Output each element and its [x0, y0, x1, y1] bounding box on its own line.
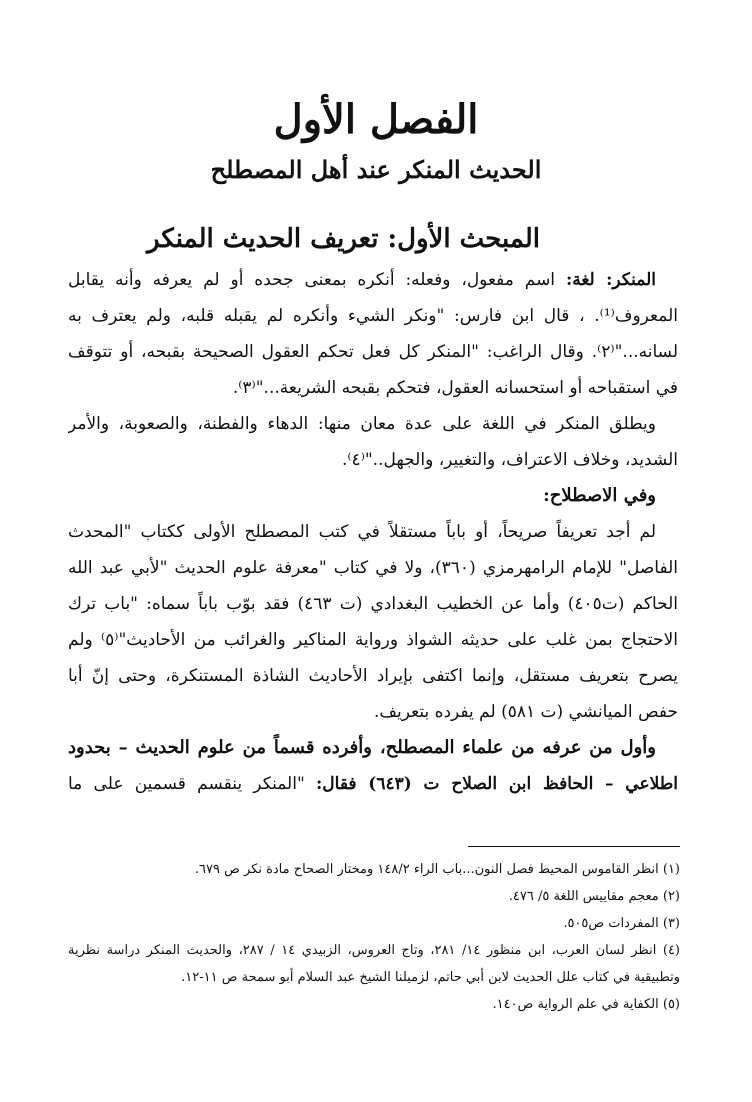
- paragraph-3-line-4: الاحتجاج بمن غلب على حديثه الشواذ ورواية المناكير والغرائب من الأحاديث"⁽٥⁾ ولم: [68, 630, 678, 650]
- paragraph-1-line-4: في استقباحه أو استحسانه العقول، فتحكم بقبحه الشريعة..."⁽٣⁾.: [232, 378, 678, 398]
- main-text: [68, 262, 678, 802]
- paragraph-4-line-2-rest: "المنكر ينقسم قسمين على ما: [68, 774, 305, 794]
- footnote-1: (١) انظر القاموس المحيط فصل النون...باب الراء ١٤٨/٢ ومختار الصحاح مادة نكر ص ٦٧٩.: [194, 862, 680, 877]
- footnote-3: (٣) المفردات ص٥٠٥.: [563, 916, 680, 931]
- paragraph-4-line-1: وأول من عرفه من علماء المصطلح، وأفرده قسماً من علوم الحديث – بحدود: [68, 737, 656, 758]
- paragraph-4-line-2: [68, 766, 678, 802]
- footnote-2: (٢) معجم مقاييس اللغة ٥/ ٤٧٦.: [508, 889, 680, 904]
- istilah-heading: وفي الاصطلاح:: [543, 485, 656, 506]
- paragraph-3-line-6: حفص الميانشي (ت ٥٨١) لم يفرده بتعريف.: [374, 702, 678, 722]
- paragraph-4-line-2-bold: اطلاعي – الحافظ ابن الصلاح ت (٦٤٣) فقال:: [316, 774, 678, 794]
- paragraph-2-line-2: الشديد، وخلاف الاعتراف، والتغيير، والجهل.."⁽٤⁾.: [341, 450, 678, 470]
- paragraph-3-line-2: الفاصل" للإمام الرامهرمزي (٣٦٠)، ولا في كتاب "معرفة علوم الحديث "لأبي عبد الله: [68, 558, 678, 578]
- paragraph-1-line-2: المعروف⁽¹⁾. ، قال ابن فارس: "ونكر الشيء وأنكره لم يقبله قلبه، ولم يعترف به: [68, 306, 678, 326]
- paragraph-1-line-1: [68, 262, 678, 298]
- footnote-5: (٥) الكفاية في علم الرواية ص١٤٠.: [492, 997, 680, 1012]
- definition-label: المنكر: لغة:: [565, 270, 657, 290]
- paragraph-2-line-1: ويطلق المنكر في اللغة على عدة معان منها: الدهاء والفطنة، والصعوبة، والأمر: [68, 414, 657, 434]
- section-title: المبحث الأول: تعريف الحديث المنكر: [147, 224, 540, 254]
- paragraph-1-line-1-text: اسم مفعول، وفعله: أنكره بمعنى جحده أو لم يعرفه وأنه يقابل: [68, 270, 556, 290]
- footnote-divider: [468, 846, 680, 847]
- paragraph-3-line-5: يصرح بتعريف مستقل، وإنما اكتفى بإيراد الأحاديث الشاذة المستنكرة، وحتى إنّ أبا: [68, 666, 678, 686]
- paragraph-1-line-3: لسانه..."⁽٢⁾. وقال الراغب: "المنكر كل فعل تحكم العقول الصحيحة بقبحه، أو تتوقف: [68, 342, 678, 362]
- paragraph-3-line-1: لم أجد تعريفاً صريحاً، أو باباً مستقلاً في كتب المصطلح الأولى ككتاب "المحدث: [68, 522, 656, 542]
- footnotes: [68, 856, 680, 1018]
- paragraph-3-line-3: الحاكم (ت٤٠٥) وأما عن الخطيب البغدادي (ت ٤٦٣) فقد بوّب باباً سماه: "باب ترك: [68, 594, 678, 614]
- footnote-4: (٤) انظر لسان العرب، ابن منظور ١٤/ ٢٨١، وتاج العروس، الزبيدي ١٤ / ٢٨٧، والحديث المنكر دراسة نظرية وتطبيقية في كتاب علل الحديث لابن أبي حاتم، لزميلنا الشيخ عبد السلام أبو سمحة ص ١١-١٢.: [68, 943, 680, 985]
- chapter-title: الفصل الأول: [273, 96, 479, 143]
- chapter-subtitle: الحديث المنكر عند أهل المصطلح: [210, 155, 542, 184]
